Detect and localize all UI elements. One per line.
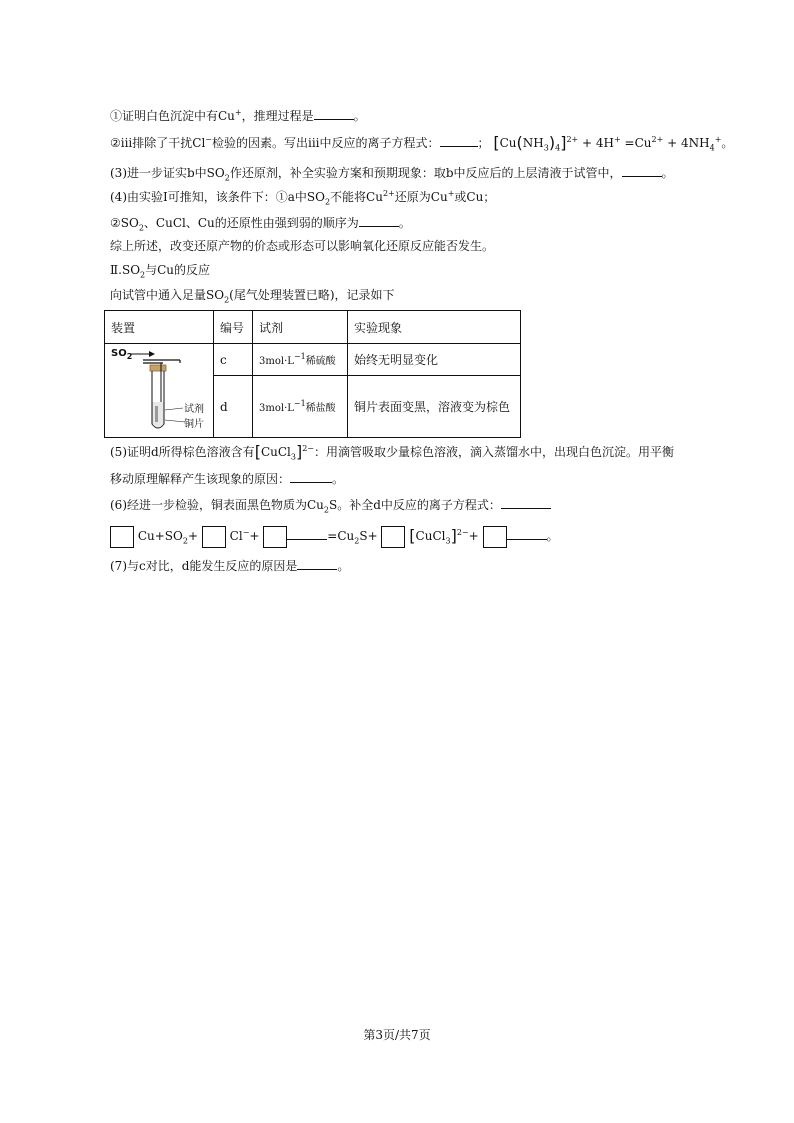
question-line-3: (3)进一步证实b中$SO_2$作还原剂，补全实验方案和预期现象：取b中反应后的上层清液于试管中， 。 <box>110 166 674 183</box>
copper-label: 铜片 <box>184 419 204 430</box>
question-line-4: (4)由实验Ⅰ可推知，该条件下：①a中$SO_2$不能将$Cu^{2+}$还原为Cu+或Cu； <box>110 189 496 207</box>
answer-blank[interactable] <box>622 164 662 177</box>
question-line-10: 移动原理解释产生该现象的原因： 。 <box>110 472 345 486</box>
answer-blank[interactable] <box>440 134 478 147</box>
answer-blank[interactable] <box>359 214 399 227</box>
question-line-9: (5)证明d所得棕色溶液含有[CuCl$_3$]$^{2-}$：用滴管吸取少量棕色溶液，滴入蒸馏水中，出现白色沉淀。用平衡 <box>110 442 675 462</box>
question-line-5: $②SO_2$、CuCl、Cu的还原性由强到弱的顺序为 。 <box>110 216 411 233</box>
answer-blank[interactable] <box>507 527 547 540</box>
question-line-11: (6)经进一步检验，铜表面黑色物质为$Cu_2S$。补全d中反应的离子方程式： <box>110 496 551 513</box>
row-c-id: c <box>214 344 253 376</box>
answer-blank[interactable] <box>297 557 337 570</box>
experiment-table <box>104 310 521 438</box>
row-d-phenomenon: 铜片表面变黑，溶液变为棕色 <box>348 376 521 438</box>
question-line-2: ②iii排除了干扰Cl−检验的因素。写出iii中反应的离子方程式： ； $[Cu(NH_3)_4]^{2+} + 4H^+ =Cu^{2+} + 4NH_4^+$。 <box>110 133 734 153</box>
row-c-phenomenon: 始终无明显变化 <box>348 344 521 376</box>
coefficient-box[interactable] <box>483 526 507 548</box>
row-d-id: d <box>214 376 253 438</box>
header-reagent: 试剂 <box>253 311 348 344</box>
row-d-reagent: $3mol\cdot L^{-1}$稀盐酸 <box>253 376 348 438</box>
apparatus-cell <box>105 344 214 438</box>
coefficient-box[interactable] <box>110 526 134 548</box>
coefficient-box[interactable] <box>202 526 226 548</box>
question-line-6: 综上所述，改变还原产物的价态或形态可以影响氧化还原反应能否发生。 <box>110 239 495 253</box>
answer-blank[interactable] <box>287 527 327 540</box>
ion-equation: $[Cu(NH_3)_4]^{2+} + 4H^+ =Cu^{2+} + 4NH_4^+$。 <box>493 133 734 153</box>
question-line-1: ①证明白色沉淀中有Cu+，推理过程是 。 <box>110 108 366 123</box>
section-heading: $Ⅱ.SO_2$与Cu的反应 <box>110 263 211 280</box>
header-apparatus: 装置 <box>105 311 214 344</box>
header-id: 编号 <box>214 311 253 344</box>
answer-blank[interactable] <box>501 496 551 509</box>
page-number: 第3页/共7页 <box>363 1028 431 1042</box>
answer-blank[interactable] <box>290 470 332 483</box>
header-phenomenon: 实验现象 <box>348 311 521 344</box>
answer-blank[interactable] <box>314 107 354 120</box>
reagent-label: 试剂 <box>184 404 204 415</box>
equation-line: $Cu+SO_2+ Cl^-+ =Cu_2S+$ [CuCl$_3$]$^{2-}$+ 。 <box>110 524 559 548</box>
row-c-reagent: $3mol\cdot L^{-1}$稀硫酸 <box>253 344 348 376</box>
gas-label: $SO_2$ <box>111 348 133 361</box>
coefficient-box[interactable] <box>381 526 405 548</box>
question-line-8: 向试管中通入足量$SO_2$(尾气处理装置已略)，记录如下 <box>110 288 395 305</box>
question-line-13: (7)与c对比，d能发生反应的原因是 。 <box>110 559 350 573</box>
coefficient-box[interactable] <box>263 526 287 548</box>
